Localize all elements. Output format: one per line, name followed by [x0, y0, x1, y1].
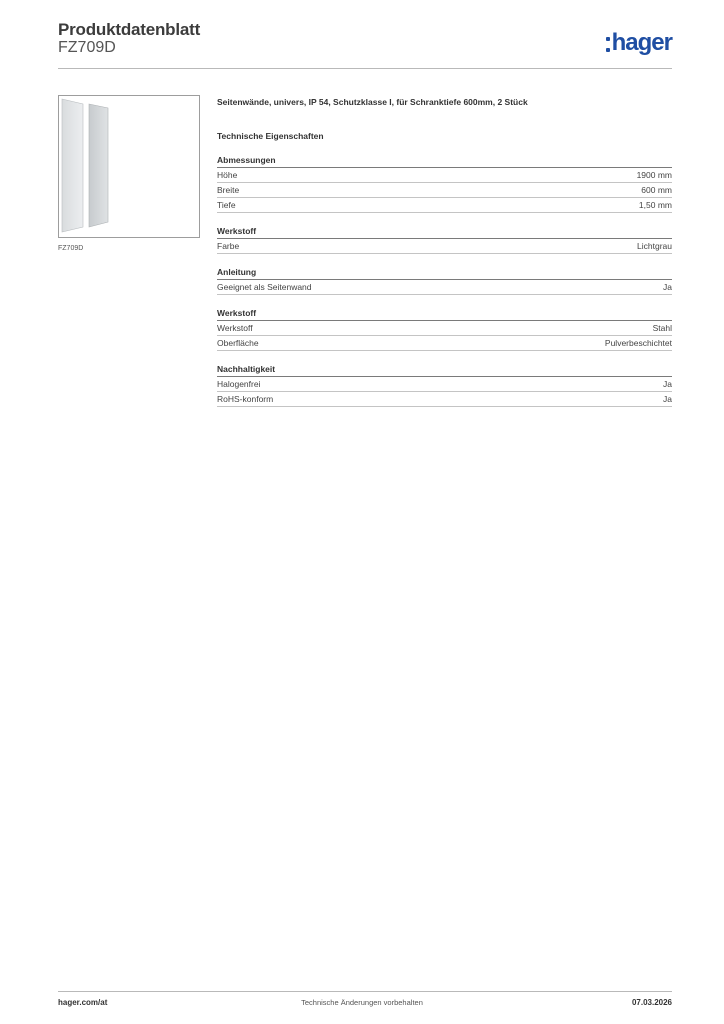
section-abmessungen [217, 154, 672, 213]
spec-label: Oberfläche [217, 338, 259, 348]
side-panel-right [89, 104, 108, 227]
section-anleitung [217, 266, 672, 295]
logo-dots-icon [606, 37, 610, 52]
spec-row [217, 377, 672, 392]
footer-notice: Technische Änderungen vorbehalten [301, 998, 423, 1007]
spec-row [217, 280, 672, 295]
product-details [217, 96, 672, 407]
spec-value: Lichtgrau [637, 241, 672, 251]
section-nachhaltigkeit [217, 363, 672, 407]
spec-label: Halogenfrei [217, 379, 261, 389]
section-heading: Werkstoff [217, 225, 672, 239]
logo-text: hager [611, 29, 672, 56]
spec-label: Breite [217, 185, 240, 195]
product-description: Seitenwände, univers, IP 54, Schutzklasse I, für Schranktiefe 600mm, 2 Stück [217, 97, 528, 107]
header-divider [58, 68, 672, 69]
technical-properties-heading: Technische Eigenschaften [217, 131, 324, 141]
side-panels-illustration [59, 96, 201, 239]
spec-value: Ja [663, 282, 672, 292]
section-heading: Werkstoff [217, 307, 672, 321]
section-heading: Abmessungen [217, 154, 672, 168]
footer-divider [58, 991, 672, 992]
product-code: FZ709D [58, 39, 116, 56]
image-caption: FZ709D [58, 245, 84, 252]
spec-label: Farbe [217, 241, 240, 251]
spec-row [217, 321, 672, 336]
spec-value: Ja [663, 379, 672, 389]
hager-logo [606, 30, 672, 56]
spec-label: Werkstoff [217, 323, 253, 333]
spec-row [217, 392, 672, 407]
section-heading: Nachhaltigkeit [217, 363, 672, 377]
spec-value: Stahl [652, 323, 672, 333]
spec-value: Pulverbeschichtet [604, 338, 672, 348]
page-title: Produktdatenblatt [58, 20, 201, 39]
section-werkstoff-material [217, 307, 672, 351]
section-heading: Anleitung [217, 266, 672, 280]
spec-row [217, 336, 672, 351]
spec-row [217, 183, 672, 198]
spec-value: 600 mm [641, 185, 672, 195]
spec-row [217, 198, 672, 213]
spec-row [217, 239, 672, 254]
spec-value: 1,50 mm [638, 200, 672, 210]
footer-date: 07.03.2026 [631, 998, 672, 1007]
side-panel-left [62, 99, 83, 232]
spec-value: 1900 mm [636, 170, 672, 180]
spec-label: Tiefe [217, 200, 236, 210]
product-image [58, 95, 200, 238]
footer-website: hager.com/at [58, 998, 108, 1007]
section-werkstoff [217, 225, 672, 254]
spec-value: Ja [663, 394, 672, 404]
spec-row [217, 168, 672, 183]
spec-label: RoHS-konform [217, 394, 274, 404]
spec-label: Höhe [217, 170, 238, 180]
spec-label: Geeignet als Seitenwand [217, 282, 312, 292]
